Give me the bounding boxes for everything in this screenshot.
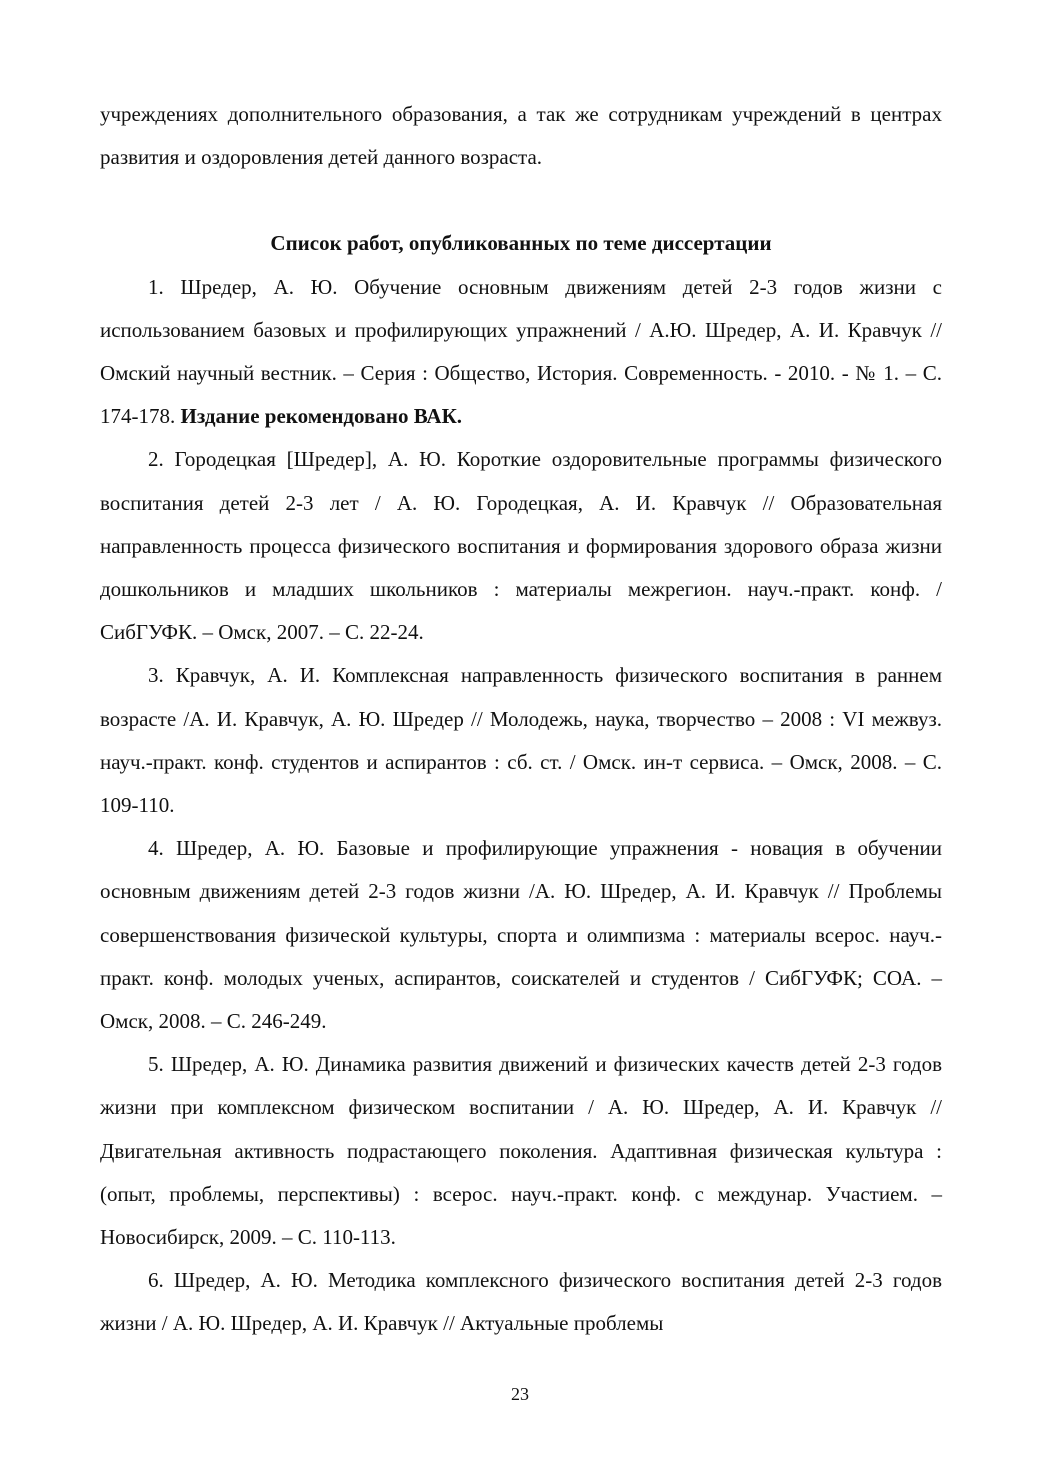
reference-text: 5. Шредер, А. Ю. Динамика развития движений и физических качеств детей 2-3 годов жизни при комплексном физическом воспитании / А. Ю. Шредер, А. И. Кравчук // Двигательная активность подрастающего поколения. Адаптивная физическая культура : (опыт, проблемы, перспективы) : всерос. науч.-практ. конф. с междунар. Участием. – Новосибирск, 2009. – С. 110-113. bbox=[100, 1052, 942, 1250]
section-title: Список работ, опубликованных по теме диссертации bbox=[270, 231, 772, 256]
reference-text: 1. Шредер, А. Ю. Обучение основным движениям детей 2-3 годов жизни с использованием базовых и профилирующих упражнений / А.Ю. Шредер, А. И. Кравчук // Омский научный вестник. – Серия : Общество, История. Современность. - 2010. - № 1. – С. 174-178. bbox=[100, 274, 942, 429]
reference-text: 6. Шредер, А. Ю. Методика комплексного физического воспитания детей 2-3 годов жизни / А. Ю. Шредер, А. И. Кравчук // Актуальные проблемы bbox=[100, 1268, 942, 1336]
reference-list bbox=[100, 266, 942, 1346]
reference-text: 4. Шредер, А. Ю. Базовые и профилирующие упражнения - новация в обучении основным движениям детей 2-3 годов жизни /А. Ю. Шредер, А. И. Кравчук // Проблемы совершенствования физической культуры, спорта и олимпизма : материалы всерос. науч.-практ. конф. молодых ученых, аспирантов, соискателей и студентов / СибГУФК; СОА. – Омск, 2008. – С. 246-249. bbox=[100, 836, 942, 1034]
section-spacer bbox=[100, 179, 942, 222]
reference-text: 3. Кравчук, А. И. Комплексная направленность физического воспитания в раннем возрасте /А. И. Кравчук, А. Ю. Шредер // Молодежь, наука, творчество – 2008 : VI межвуз. науч.-практ. конф. студентов и аспирантов : сб. ст. / Омск. ин-т сервиса. – Омск, 2008. – С. 109-110. bbox=[100, 663, 942, 818]
reference-item-4 bbox=[100, 827, 942, 1043]
page-number: 23 bbox=[511, 1384, 529, 1404]
document-page bbox=[100, 93, 942, 1346]
intro-paragraph: учреждениях дополнительного образования, а так же сотрудникам учреждений в центрах развития и оздоровления детей данного возраста. bbox=[100, 102, 942, 170]
reference-item-2 bbox=[100, 438, 942, 654]
reference-item-6 bbox=[100, 1259, 942, 1345]
reference-item-3 bbox=[100, 654, 942, 827]
reference-item-5 bbox=[100, 1043, 942, 1259]
reference-item-1 bbox=[100, 266, 942, 439]
reference-note-vak: Издание рекомендовано ВАК. bbox=[180, 404, 463, 429]
reference-text: 2. Городецкая [Шредер], А. Ю. Короткие оздоровительные программы физического воспитания детей 2-3 лет / А. Ю. Городецкая, А. И. Кравчук // Образовательная направленность процесса физического воспитания и формирования здорового образа жизни дошкольников и младших школьников : материалы межрегион. науч.-практ. конф. / СибГУФК. – Омск, 2007. – С. 22-24. bbox=[100, 447, 942, 645]
